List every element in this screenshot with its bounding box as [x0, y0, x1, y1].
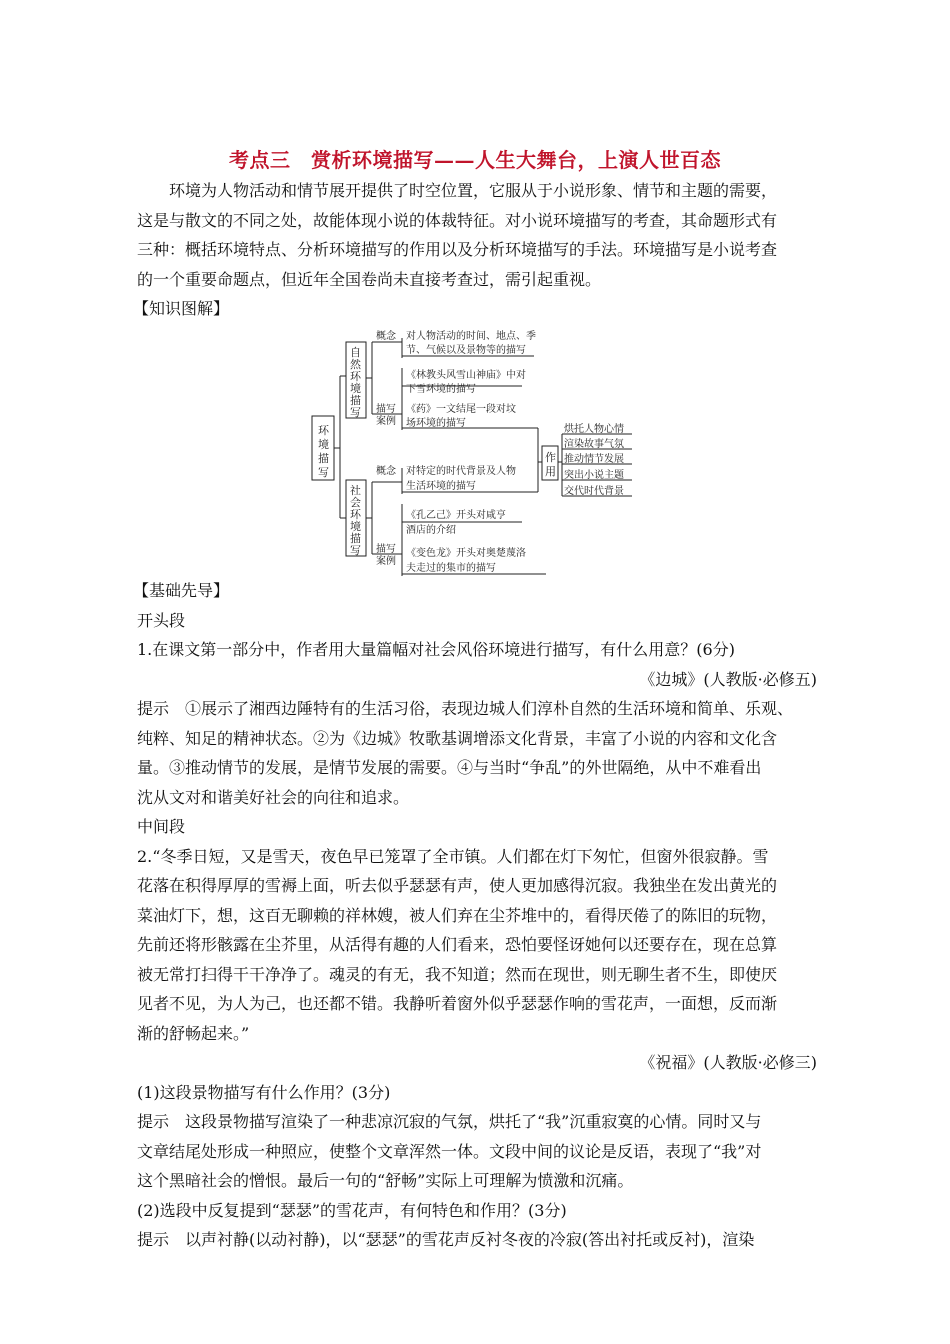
- social-case2-text: 夫走过的集市的描写: [406, 563, 496, 574]
- page-title: 考点三 赏析环境描写——人生大舞台，上演人世百态: [229, 148, 721, 172]
- social-char: 写: [350, 544, 361, 557]
- answer-1-line: 沈从文对和谐美好社会的向往和追求。: [137, 787, 410, 807]
- effect-char: 作: [545, 451, 556, 464]
- answer-1-line: 量。③推动情节的发展，是情节发展的需要。④与当时“争乱”的外世隔绝，从中不难看出: [137, 758, 762, 777]
- question-2-1: (1)这段景物描写有什么作用？(3分): [137, 1082, 391, 1102]
- effect-char: 用: [545, 465, 556, 478]
- knowledge-diagram: [310, 328, 640, 578]
- passage-line: 渐的舒畅起来。”: [137, 1023, 250, 1043]
- answer-2-2-line: 提示 以声衬静(以动衬静)，以“瑟瑟”的雪花声反衬冬夜的冷寂(答出衬托或反衬)，渲染: [137, 1230, 755, 1249]
- natural-concept-label: 概念: [376, 331, 396, 342]
- answer-2-1-line: 文章结尾处形成一种照应，使整个文章浑然一体。文段中间的议论是反语，表现了“我”对: [137, 1141, 762, 1161]
- root-char: 环: [318, 424, 329, 437]
- natural-case-label: 描写: [376, 404, 396, 415]
- question-1-source: 《边城》(人教版·必修五): [639, 669, 817, 689]
- natural-char: 写: [350, 406, 361, 419]
- social-case2-text: 《变色龙》开头对奥楚蔑洛: [406, 548, 526, 559]
- natural-char: 自: [350, 346, 361, 359]
- natural-case2-text: 场环境的描写: [406, 418, 466, 429]
- intro-line: 的一个重要命题点，但近年全国卷尚未直接考查过，需引起重视。: [137, 269, 602, 289]
- natural-case-label: 案例: [376, 416, 396, 427]
- passage-line: 花落在积得厚厚的雪褥上面，听去似乎瑟瑟有声，使人更加感得沉寂。我独坐在发出黄光的: [137, 876, 778, 895]
- question-2-source: 《祝福》(人教版·必修三): [639, 1053, 817, 1072]
- social-char: 社: [350, 484, 361, 497]
- exercise-section: [133, 576, 817, 1255]
- natural-concept-text: 节、气候以及景物等的描写: [406, 345, 526, 356]
- subheading-opening: 开头段: [137, 610, 186, 630]
- question-2-2: (2)选段中反复提到“瑟瑟”的雪花声，有何特色和作用？(3分): [137, 1200, 567, 1220]
- social-case1-text: 酒店的介绍: [406, 525, 456, 536]
- intro-line: 三种：概括环境特点、分析环境描写的作用以及分析环境描写的手法。环境描写是小说考查: [137, 240, 778, 259]
- social-char: 描: [350, 532, 361, 545]
- natural-concept-text: 对人物活动的时间、地点、季: [406, 331, 536, 342]
- effect-item: 烘托人物心情: [564, 424, 624, 435]
- intro-line: 这是与散文的不同之处，故能体现小说的体裁特征。对小说环境描写的考查，其命题形式有: [137, 210, 778, 230]
- answer-2-1-line: 这个黑暗社会的憎恨。最后一句的“舒畅”实际上可理解为愤激和沉痛。: [137, 1171, 634, 1190]
- social-char: 境: [350, 520, 361, 533]
- answer-1-line: 提示 ①展示了湘西边陲特有的生活习俗，表现边城人们淳朴自然的生活环境和简单、乐观、: [137, 699, 794, 718]
- social-char: 会: [350, 496, 361, 509]
- natural-char: 描: [350, 394, 361, 407]
- passage-line: 菜油灯下，想，这百无聊赖的祥林嫂，被人们弃在尘芥堆中的，看得厌倦了的陈旧的玩物，: [137, 905, 778, 925]
- question-1: 1.在课文第一部分中，作者用大量篇幅对社会风俗环境进行描写，有什么用意？(6分): [137, 640, 735, 659]
- root-char: 描: [318, 452, 329, 465]
- effect-item: 渲染故事气氛: [564, 439, 624, 450]
- intro-paragraph: [133, 176, 817, 324]
- natural-case2-text: 《药》一文结尾一段对坟: [406, 404, 516, 415]
- answer-2-1-line: 提示 这段景物描写渲染了一种悲凉沉寂的气氛，烘托了“我”沉重寂寞的心情。同时又与: [137, 1112, 762, 1131]
- social-char: 环: [350, 508, 361, 521]
- effect-item: 交代时代背景: [564, 486, 624, 497]
- natural-case1-text: 《林教头风雪山神庙》中对: [406, 370, 526, 381]
- effect-item: 突出小说主题: [564, 470, 624, 481]
- passage-line: 被无常打扫得干干净净了。魂灵的有无，我不知道；然而在现世，则无聊生者不生，即使厌: [137, 964, 778, 984]
- section-heading-basic: 【基础先导】: [133, 581, 230, 600]
- natural-char: 然: [350, 358, 361, 371]
- social-case-label: 描写: [376, 544, 396, 555]
- social-concept-text: 生活环境的描写: [406, 481, 476, 492]
- effect-item: 推动情节发展: [564, 454, 624, 465]
- passage-line: 2.“冬季日短，又是雪天，夜色早已笼罩了全市镇。人们都在灯下匆忙，但窗外很寂静。雪: [137, 846, 769, 866]
- social-case-label: 案例: [376, 556, 396, 567]
- passage-line: 先前还将形骸露在尘芥里，从活得有趣的人们看来，恐怕要怪讶她何以还要存在，现在总算: [137, 935, 778, 954]
- natural-char: 环: [350, 370, 361, 383]
- intro-line: 环境为人物活动和情节展开提供了时空位置，它服从于小说形象、情节和主题的需要，: [169, 181, 778, 200]
- social-concept-label: 概念: [376, 466, 396, 477]
- social-case1-text: 《孔乙己》开头对咸亨: [406, 510, 506, 521]
- root-char: 境: [318, 438, 329, 451]
- section-heading-knowledge: 【知识图解】: [133, 299, 230, 318]
- natural-case1-text: 下雪环境的描写: [406, 384, 476, 395]
- subheading-middle: 中间段: [137, 817, 186, 836]
- natural-char: 境: [350, 382, 361, 395]
- passage-line: 见者不见，为人为己，也还都不错。我静听着窗外似乎瑟瑟作响的雪花声，一面想，反而渐: [137, 994, 778, 1013]
- answer-1-line: 纯粹、知足的精神状态。②为《边城》牧歌基调增添文化背景，丰富了小说的内容和文化含: [137, 728, 778, 748]
- social-concept-text: 对特定的时代背景及人物: [406, 466, 516, 477]
- root-char: 写: [318, 466, 329, 479]
